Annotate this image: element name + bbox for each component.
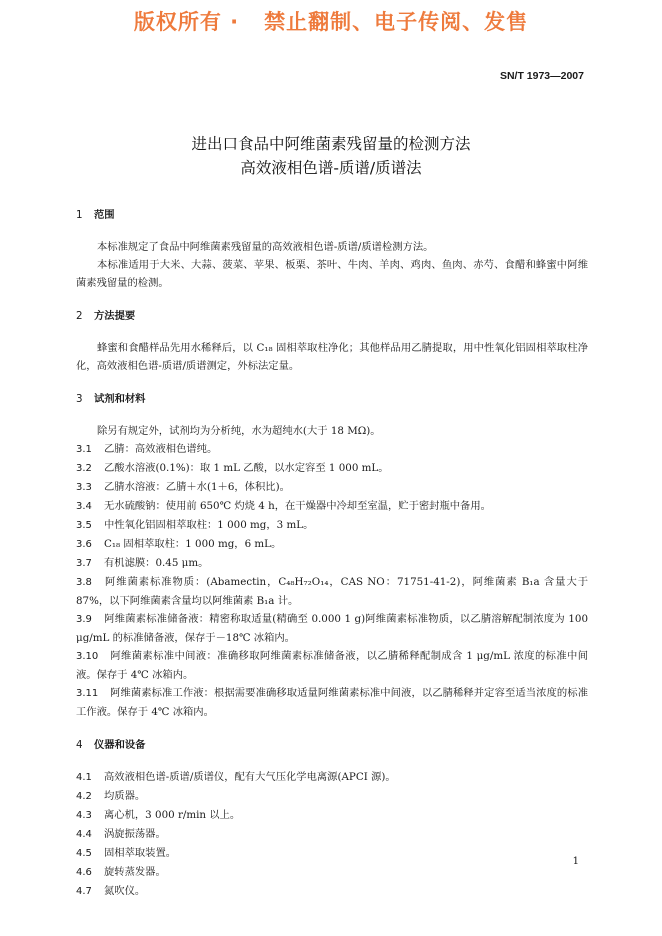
list-item — [76, 459, 588, 478]
document-subtitle: 高效液相色谱-质谱/质谱法 — [240, 159, 422, 177]
item-text: 阿维菌素标准储备液：精密称取适量(精确至 0.000 1 g)阿维菌素标准物质，以乙腈溶解配制浓度为 100 μg/mL 的标准储备液，保存于－18℃ 冰箱内。 — [76, 613, 588, 644]
watermark-banner: 版权所有 · 禁止翻制、电子传阅、发售 — [133, 10, 529, 34]
section-title: 仪器和设备 — [94, 739, 146, 751]
list-item — [76, 844, 588, 863]
paragraph: 除另有规定外，试剂均为分析纯，水为超纯水(大于 18 MΩ)。 — [97, 425, 381, 437]
standard-code: SN/T 1973—2007 — [499, 70, 584, 82]
item-number: 4.3 — [76, 810, 92, 821]
section-title: 范围 — [94, 209, 115, 221]
item-number: 3.3 — [76, 482, 92, 493]
item-text: 阿维菌素标准中间液：准确移取阿维菌素标准储备液，以乙腈稀释配制成含 1 μg/mL 浓度的标准中间液。保存于 4℃ 冰箱内。 — [76, 650, 588, 681]
list-item — [76, 497, 588, 516]
item-number: 3.11 — [76, 688, 99, 699]
item-text: 阿维菌素标准工作液：根据需要准确移取适量阿维菌素标准中间液，以乙腈稀释并定容至适当浓度的标准工作液。保存于 4℃ 冰箱内。 — [76, 687, 588, 718]
item-number: 4.1 — [76, 772, 92, 783]
item-text: 涡旋振荡器。 — [104, 828, 166, 840]
list-item — [76, 684, 588, 721]
item-number: 3.5 — [76, 520, 92, 531]
list-item — [76, 768, 588, 787]
item-text: 有机滤膜：0.45 μm。 — [104, 557, 209, 569]
section-title: 方法提要 — [94, 310, 136, 322]
section-heading — [76, 390, 588, 408]
list-item — [76, 573, 588, 610]
item-number: 3.8 — [76, 577, 92, 588]
section-title: 试剂和材料 — [94, 393, 146, 405]
item-text: 中性氧化铝固相萃取柱：1 000 mg，3 mL。 — [104, 519, 314, 531]
list-item — [76, 440, 588, 459]
item-number: 3.6 — [76, 539, 92, 550]
item-text: 阿维菌素标准物质：(Abamectin，C₄₈H₇₂O₁₄，CAS NO：71751-41-2)，阿维菌素 B₁a 含量大于 87%，以下阿维菌素含量均以阿维菌素 B₁a 计。 — [76, 576, 588, 607]
list-item — [76, 554, 588, 573]
section-number: 3 — [76, 393, 83, 405]
item-text: 高效液相色谱-质谱/质谱仪，配有大气压化学电离源(APCI 源)。 — [104, 771, 396, 783]
list-item — [76, 647, 588, 684]
list-item — [76, 516, 588, 535]
item-text: 均质器。 — [104, 790, 146, 802]
item-text: 无水硫酸钠：使用前 650℃ 灼烧 4 h，在干燥器中冷却至室温，贮于密封瓶中备用。 — [104, 500, 491, 512]
section-number: 4 — [76, 739, 83, 751]
list-item — [76, 806, 588, 825]
paragraph: 蜂蜜和食醋样品先用水稀释后，以 C₁₈ 固相萃取柱净化；其他样品用乙腈提取，用中性氧化铝固相萃取柱净化，高效液相色谱-质谱/质谱测定，外标法定量。 — [76, 342, 588, 372]
item-text: 固相萃取装置。 — [104, 847, 177, 859]
page-number: 1 — [572, 856, 579, 867]
document-body — [76, 206, 588, 901]
list-item — [76, 863, 588, 882]
item-text: 乙腈：高效液相色谱纯。 — [104, 443, 218, 455]
item-number: 4.4 — [76, 829, 92, 840]
paragraph: 本标准适用于大米、大蒜、菠菜、苹果、板栗、茶叶、牛肉、羊肉、鸡肉、鱼肉、赤芍、食醋和蜂蜜中阿维菌素残留量的检测。 — [76, 259, 588, 289]
item-number: 3.1 — [76, 444, 92, 455]
item-text: C₁₈ 固相萃取柱：1 000 mg，6 mL。 — [104, 538, 282, 550]
list-item — [76, 610, 588, 647]
item-number: 4.5 — [76, 848, 92, 859]
section-heading — [76, 307, 588, 325]
list-item — [76, 787, 588, 806]
section-heading — [76, 206, 588, 224]
item-text: 氮吹仪。 — [104, 885, 146, 897]
item-number: 4.2 — [76, 791, 92, 802]
section-heading — [76, 736, 588, 754]
item-number: 3.2 — [76, 463, 92, 474]
section-number: 2 — [76, 310, 83, 322]
item-text: 旋转蒸发器。 — [104, 866, 166, 878]
item-number: 3.7 — [76, 558, 92, 569]
section-number: 1 — [76, 209, 83, 221]
document-title: 进出口食品中阿维菌素残留量的检测方法 — [191, 135, 471, 153]
item-number: 3.9 — [76, 614, 92, 625]
item-number: 3.4 — [76, 501, 92, 512]
list-item — [76, 882, 588, 901]
item-number: 4.7 — [76, 886, 92, 897]
item-text: 离心机，3 000 r/min 以上。 — [104, 809, 241, 821]
item-text: 乙酸水溶液(0.1%)：取 1 mL 乙酸，以水定容至 1 000 mL。 — [104, 462, 389, 474]
list-item — [76, 825, 588, 844]
item-number: 4.6 — [76, 867, 92, 878]
paragraph: 本标准规定了食品中阿维菌素残留量的高效液相色谱-质谱/质谱检测方法。 — [97, 241, 434, 253]
item-text: 乙腈水溶液：乙腈＋水(1＋6，体积比)。 — [104, 481, 290, 493]
list-item — [76, 535, 588, 554]
item-number: 3.10 — [76, 651, 99, 662]
list-item — [76, 478, 588, 497]
